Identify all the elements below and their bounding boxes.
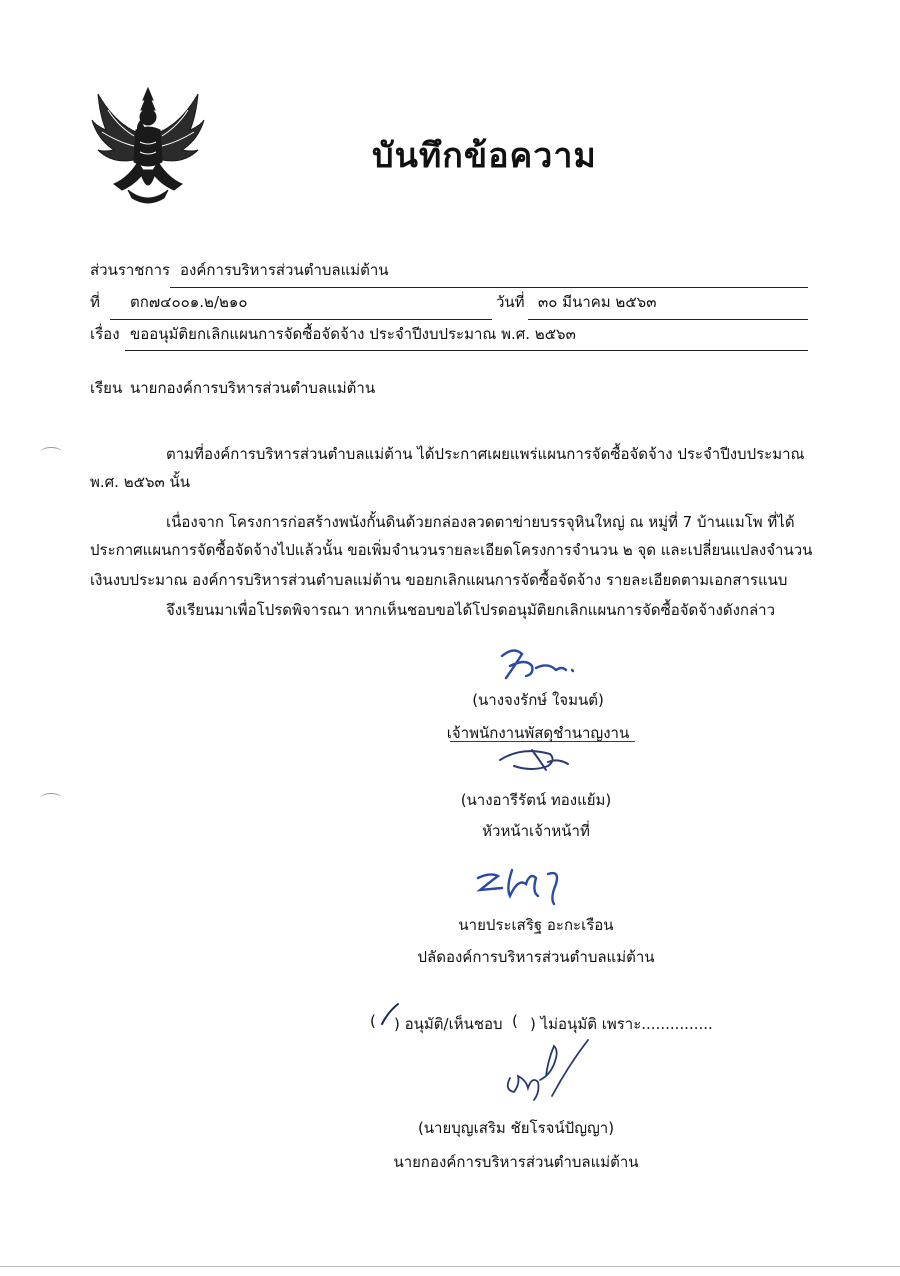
ref-underline	[110, 319, 492, 320]
reject-option-label: ) ไม่อนุมัติ เพราะ...............	[530, 1015, 713, 1033]
punch-hole-mark	[40, 447, 62, 458]
signatory-2-name: (นางอารีรัตน์ ทองแย้ม)	[460, 791, 612, 809]
signatory-3-position: ปลัดองค์การบริหารส่วนตำบลแม่ต้าน	[417, 948, 655, 966]
handwritten-signature-1	[496, 644, 578, 684]
subject-label: เรื่อง	[90, 325, 120, 343]
subject-underline	[125, 350, 808, 351]
body-line: ตามที่องค์การบริหารส่วนตำบลแม่ต้าน ได้ประกาศเผยแพร่แผนการจัดซื้อจัดจ้าง ประจำปีงบประมาณ	[166, 445, 805, 463]
final-signatory-name: (นายบุญเสริม ชัยโรจน์ปัญญา)	[417, 1119, 615, 1137]
approve-option-label: ) อนุมัติ/เห็นชอบ	[394, 1015, 503, 1033]
agency-underline	[170, 287, 808, 288]
date-value: ๓๐ มีนาคม ๒๕๖๓	[538, 293, 657, 311]
punch-hole-mark	[40, 793, 62, 804]
garuda-emblem-icon	[88, 80, 208, 210]
signatory-1-position: เจ้าพนักงานพัสดุชำนาญงาน	[446, 724, 630, 742]
body-line: จึงเรียนมาเพื่อโปรดพิจารณา หากเห็นชอบขอได้โปรดอนุมัติยกเลิกแผนการจัดซื้อจัดจ้างดังกล่าว	[166, 601, 776, 619]
signatory-1-name: (นางจงรักษ์ ใจมนต์)	[472, 691, 604, 709]
page-bottom-edge	[0, 1266, 900, 1267]
body-line: เนื่องจาก โครงการก่อสร้างพนังกั้นดินด้วยกล่องลวดตาข่ายบรรจุหินใหญ่ ณ หมู่ที่ 7 บ้านแมโพ ที่ได้	[166, 513, 795, 531]
body-line: พ.ศ. ๒๕๖๓ นั้น	[90, 473, 191, 491]
signatory-3-name: นายประเสริฐ อะกะเรือน	[458, 916, 614, 934]
subject-value: ขออนุมัติยกเลิกแผนการจัดซื้อจัดจ้าง ประจำปีงบประมาณ พ.ศ. ๒๕๖๓	[130, 325, 576, 343]
handwritten-signature-3	[472, 858, 568, 906]
handwritten-signature-2	[492, 740, 576, 776]
agency-label: ส่วนราชการ	[90, 261, 171, 279]
memo-title: บันทึกข้อความ	[372, 136, 597, 176]
handwritten-signature-final	[496, 1036, 596, 1116]
final-signatory-position: นายกองค์การบริหารส่วนตำบลแม่ต้าน	[393, 1153, 639, 1171]
reject-open-paren: (	[512, 1012, 518, 1030]
signatory-2-position: หัวหน้าเจ้าหน้าที่	[482, 822, 590, 840]
date-label: วันที่	[496, 293, 525, 311]
ref-value: ตก๗๔๐๐๑.๒/๒๑๐	[130, 293, 248, 311]
body-line: ประกาศแผนการจัดซื้อจัดจ้างไปแล้วนั้น ขอเพิ่มจำนวนรายละเอียดโครงการจำนวน ๒ จุด และเปลี่ยนแปลงจำนวน	[90, 541, 813, 559]
body-line: เงินงบประมาณ องค์การบริหารส่วนตำบลแม่ต้าน ขอยกเลิกแผนการจัดซื้อจัดจ้าง รายละเอียดตามเอกสารแนบ	[90, 571, 788, 589]
ref-label: ที่	[90, 293, 100, 311]
salutation-value: นายกองค์การบริหารส่วนตำบลแม่ต้าน	[130, 379, 376, 397]
date-underline	[528, 319, 808, 320]
approve-open-paren: (	[370, 1012, 376, 1030]
agency-value: องค์การบริหารส่วนตำบลแม่ต้าน	[180, 261, 389, 279]
salutation-label: เรียน	[90, 379, 123, 397]
